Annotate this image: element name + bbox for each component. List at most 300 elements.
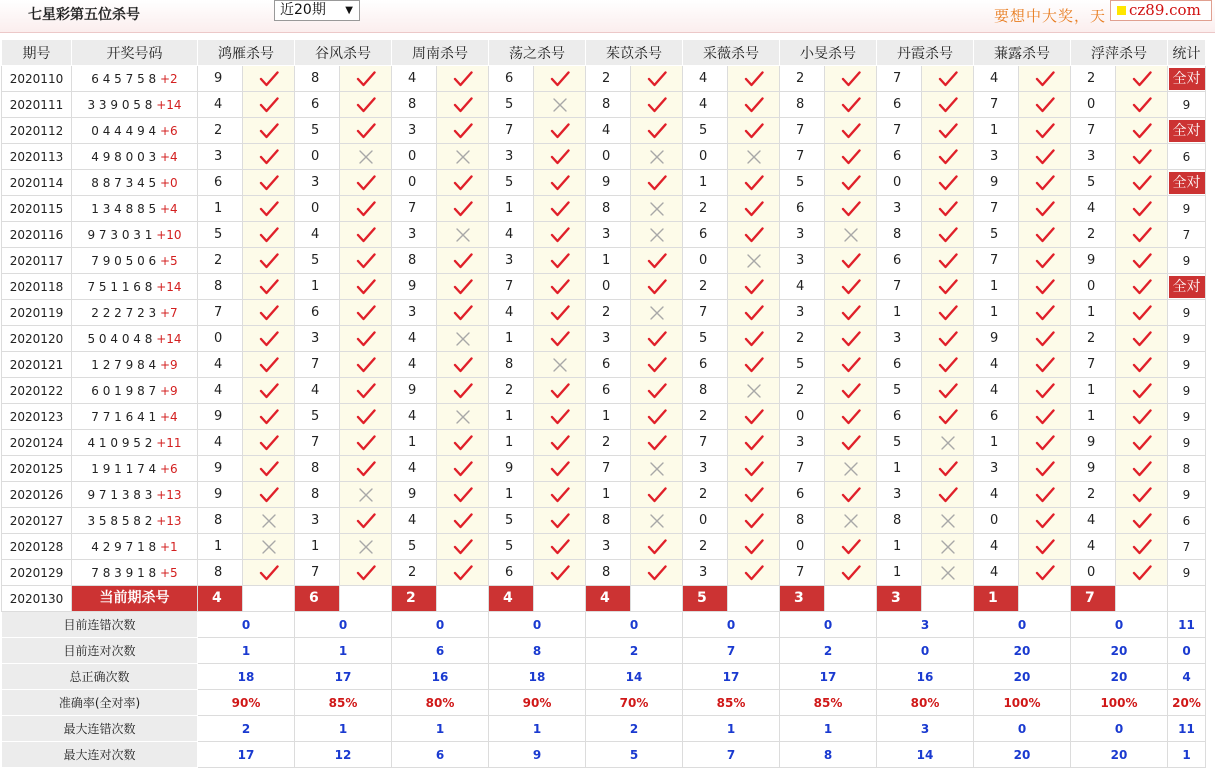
result-cell xyxy=(825,118,877,144)
check-icon xyxy=(453,539,473,555)
result-cell xyxy=(534,248,586,274)
kill-number: 1 xyxy=(392,430,437,456)
draw-digits: 9 7 1 3 8 3 xyxy=(87,487,153,502)
kill-number: 1 xyxy=(877,300,922,326)
result-cell xyxy=(534,508,586,534)
result-cell xyxy=(825,92,877,118)
draw-digits: 8 8 7 3 4 5 xyxy=(91,175,157,190)
result-cell xyxy=(922,456,974,482)
kill-number: 3 xyxy=(489,248,534,274)
summary-value: 11 xyxy=(1168,716,1206,742)
kill-number: 7 xyxy=(974,248,1019,274)
summary-value: 6 xyxy=(392,638,489,664)
kill-number: 7 xyxy=(489,274,534,300)
current-empty-cell xyxy=(534,586,586,612)
check-icon xyxy=(550,539,570,555)
result-cell xyxy=(1116,274,1168,300)
result-cell xyxy=(437,508,489,534)
result-cell xyxy=(534,326,586,352)
result-cell xyxy=(534,118,586,144)
result-cell xyxy=(1116,534,1168,560)
result-cell xyxy=(534,144,586,170)
summary-value: 4 xyxy=(1168,664,1206,690)
draw-cell xyxy=(72,326,198,352)
check-icon xyxy=(744,279,764,295)
check-icon xyxy=(938,175,958,191)
result-cell xyxy=(728,300,780,326)
kill-number: 5 xyxy=(489,508,534,534)
result-cell xyxy=(437,456,489,482)
check-icon xyxy=(647,279,667,295)
draw-digits: 6 0 1 9 8 7 xyxy=(91,383,157,398)
period-cell: 2020123 xyxy=(2,404,72,430)
result-cell xyxy=(243,196,295,222)
kill-number: 9 xyxy=(1071,430,1116,456)
kill-number: 7 xyxy=(780,560,825,586)
period-cell: 2020122 xyxy=(2,378,72,404)
kill-number: 7 xyxy=(780,456,825,482)
summary-value: 1 xyxy=(1168,742,1206,768)
check-icon xyxy=(1132,565,1152,581)
kill-number: 6 xyxy=(489,66,534,92)
check-icon xyxy=(744,175,764,191)
logo-text: cz89.com xyxy=(1129,1,1201,19)
current-label-cell xyxy=(72,586,198,612)
stat-cell: 9 xyxy=(1168,326,1206,352)
kill-number: 3 xyxy=(392,118,437,144)
check-icon xyxy=(259,71,279,87)
check-icon xyxy=(1132,383,1152,399)
result-cell xyxy=(922,144,974,170)
draw-bonus: +4 xyxy=(160,409,178,424)
kill-number: 3 xyxy=(683,560,728,586)
kill-number: 6 xyxy=(780,482,825,508)
check-icon xyxy=(356,279,376,295)
col-expert: 周南杀号 xyxy=(392,40,489,66)
kill-number: 8 xyxy=(198,508,243,534)
check-icon xyxy=(550,175,570,191)
summary-value: 18 xyxy=(489,664,586,690)
col-expert: 采薇杀号 xyxy=(683,40,780,66)
kill-number: 0 xyxy=(392,144,437,170)
current-empty-cell xyxy=(1019,586,1071,612)
result-cell xyxy=(243,352,295,378)
result-cell xyxy=(825,274,877,300)
draw-bonus: +13 xyxy=(156,487,182,502)
kill-number: 9 xyxy=(586,170,631,196)
check-icon xyxy=(1035,227,1055,243)
kill-number: 4 xyxy=(489,222,534,248)
draw-cell xyxy=(72,508,198,534)
draw-cell xyxy=(72,482,198,508)
check-icon xyxy=(550,383,570,399)
kill-number: 7 xyxy=(877,66,922,92)
draw-bonus: +7 xyxy=(160,305,178,320)
kill-number: 1 xyxy=(489,326,534,352)
table-header xyxy=(2,40,1206,66)
kill-number: 8 xyxy=(198,560,243,586)
cross-icon xyxy=(261,539,277,555)
draw-bonus: +14 xyxy=(156,331,182,346)
check-icon xyxy=(744,123,764,139)
check-icon xyxy=(356,461,376,477)
check-icon xyxy=(259,149,279,165)
result-cell xyxy=(437,378,489,404)
result-cell xyxy=(1019,118,1071,144)
draw-digits: 3 5 8 5 8 2 xyxy=(87,513,153,528)
kill-number: 7 xyxy=(1071,118,1116,144)
summary-value: 7 xyxy=(683,638,780,664)
draw-cell xyxy=(72,196,198,222)
draw-digits: 7 8 3 9 1 8 xyxy=(91,565,157,580)
check-icon xyxy=(453,71,473,87)
result-cell xyxy=(534,482,586,508)
kill-number: 2 xyxy=(780,378,825,404)
draw-digits: 4 1 0 9 5 2 xyxy=(87,435,153,450)
result-cell xyxy=(243,222,295,248)
result-cell xyxy=(1019,300,1071,326)
draw-cell xyxy=(72,560,198,586)
result-cell xyxy=(340,248,392,274)
kill-number: 3 xyxy=(392,300,437,326)
summary-value: 8 xyxy=(780,742,877,768)
kill-number: 3 xyxy=(877,326,922,352)
result-cell xyxy=(243,378,295,404)
check-icon xyxy=(259,565,279,581)
kill-number: 7 xyxy=(295,560,340,586)
kill-number: 5 xyxy=(295,118,340,144)
summary-row xyxy=(2,664,1206,690)
result-cell xyxy=(340,222,392,248)
kill-number: 4 xyxy=(295,378,340,404)
promo-text[interactable]: 要想中大奖，天 xyxy=(994,7,1107,25)
draw-cell xyxy=(72,456,198,482)
current-empty-cell xyxy=(340,586,392,612)
check-icon xyxy=(1132,513,1152,529)
current-period-row xyxy=(2,586,1206,612)
kill-number: 8 xyxy=(295,482,340,508)
cross-icon xyxy=(843,461,859,477)
result-cell xyxy=(922,274,974,300)
current-kill-cell xyxy=(489,586,534,612)
col-expert: 谷风杀号 xyxy=(295,40,392,66)
result-cell xyxy=(631,560,683,586)
check-icon xyxy=(938,201,958,217)
kill-number: 6 xyxy=(877,352,922,378)
result-cell xyxy=(631,326,683,352)
current-stat-cell xyxy=(1168,586,1206,612)
result-cell xyxy=(437,534,489,560)
cross-icon xyxy=(455,331,471,347)
kill-number: 9 xyxy=(489,456,534,482)
cross-icon xyxy=(649,461,665,477)
page-title: 七星彩第五位杀号 xyxy=(28,7,140,23)
draw-cell xyxy=(72,430,198,456)
period-cell: 2020111 xyxy=(2,92,72,118)
result-cell xyxy=(437,222,489,248)
check-icon xyxy=(1132,409,1152,425)
result-cell xyxy=(631,404,683,430)
summary-value: 20 xyxy=(974,664,1071,690)
kill-number: 2 xyxy=(1071,66,1116,92)
check-icon xyxy=(841,331,861,347)
result-cell xyxy=(437,300,489,326)
result-cell xyxy=(728,482,780,508)
result-cell xyxy=(340,66,392,92)
summary-value: 9 xyxy=(489,742,586,768)
result-cell xyxy=(243,508,295,534)
site-logo[interactable] xyxy=(1110,0,1212,21)
kill-number-table xyxy=(1,39,1206,768)
period-cell: 2020129 xyxy=(2,560,72,586)
kill-number: 4 xyxy=(392,352,437,378)
current-empty-cell xyxy=(728,586,780,612)
check-icon xyxy=(1132,539,1152,555)
summary-value: 0 xyxy=(392,612,489,638)
result-cell xyxy=(825,560,877,586)
result-cell xyxy=(1116,430,1168,456)
summary-value: 80% xyxy=(392,690,489,716)
check-icon xyxy=(744,435,764,451)
current-kill-cell xyxy=(1071,586,1116,612)
col-expert: 鸿雁杀号 xyxy=(198,40,295,66)
check-icon xyxy=(259,331,279,347)
result-cell xyxy=(243,66,295,92)
result-cell xyxy=(1116,222,1168,248)
result-cell xyxy=(243,430,295,456)
summary-value: 0 xyxy=(974,716,1071,742)
cross-icon xyxy=(649,227,665,243)
check-icon xyxy=(1035,305,1055,321)
current-kill-cell xyxy=(198,586,243,612)
check-icon xyxy=(1132,357,1152,373)
result-cell xyxy=(728,248,780,274)
cross-icon xyxy=(649,201,665,217)
result-cell xyxy=(437,118,489,144)
summary-value: 85% xyxy=(780,690,877,716)
col-expert: 丹霞杀号 xyxy=(877,40,974,66)
check-icon xyxy=(647,435,667,451)
check-icon xyxy=(356,565,376,581)
table-row xyxy=(2,378,1206,404)
kill-number: 9 xyxy=(198,482,243,508)
kill-number: 2 xyxy=(1071,326,1116,352)
result-cell xyxy=(437,66,489,92)
draw-cell xyxy=(72,170,198,196)
result-cell xyxy=(631,66,683,92)
summary-value: 20 xyxy=(1071,664,1168,690)
kill-number: 4 xyxy=(198,378,243,404)
result-cell xyxy=(631,248,683,274)
result-cell xyxy=(243,274,295,300)
draw-cell xyxy=(72,118,198,144)
result-cell xyxy=(825,248,877,274)
kill-number: 0 xyxy=(683,508,728,534)
result-cell xyxy=(340,482,392,508)
kill-number: 3 xyxy=(392,222,437,248)
kill-number: 7 xyxy=(198,300,243,326)
summary-value: 17 xyxy=(780,664,877,690)
draw-digits: 0 4 4 4 9 4 xyxy=(91,123,157,138)
current-kill-cell xyxy=(586,586,631,612)
result-cell xyxy=(437,482,489,508)
kill-number: 0 xyxy=(392,170,437,196)
check-icon xyxy=(841,435,861,451)
summary-value: 0 xyxy=(974,612,1071,638)
kill-number: 7 xyxy=(877,118,922,144)
result-cell xyxy=(340,430,392,456)
kill-number: 8 xyxy=(586,560,631,586)
check-icon xyxy=(1132,279,1152,295)
summary-label: 最大连错次数 xyxy=(2,716,198,742)
kill-number: 9 xyxy=(392,274,437,300)
period-cell: 2020110 xyxy=(2,66,72,92)
result-cell xyxy=(825,378,877,404)
check-icon xyxy=(259,409,279,425)
result-cell xyxy=(243,482,295,508)
result-cell xyxy=(825,326,877,352)
result-cell xyxy=(243,118,295,144)
kill-number: 7 xyxy=(392,196,437,222)
draw-digits: 1 2 7 9 8 4 xyxy=(91,357,157,372)
kill-number: 2 xyxy=(683,274,728,300)
result-cell xyxy=(1019,170,1071,196)
summary-row xyxy=(2,690,1206,716)
summary-value: 0 xyxy=(683,612,780,638)
current-empty-cell xyxy=(1116,586,1168,612)
check-icon xyxy=(1132,227,1152,243)
check-icon xyxy=(938,97,958,113)
check-icon xyxy=(1035,149,1055,165)
kill-number: 8 xyxy=(586,196,631,222)
period-range-select[interactable] xyxy=(274,0,360,21)
kill-number: 3 xyxy=(295,170,340,196)
summary-value: 0 xyxy=(780,612,877,638)
table-row xyxy=(2,404,1206,430)
check-icon xyxy=(938,253,958,269)
current-kill-cell xyxy=(392,586,437,612)
draw-bonus: +9 xyxy=(160,357,178,372)
check-icon xyxy=(744,565,764,581)
result-cell xyxy=(437,170,489,196)
kill-number: 8 xyxy=(198,274,243,300)
current-kill-number: 4 xyxy=(198,586,242,611)
kill-number: 1 xyxy=(877,456,922,482)
period-cell: 2020119 xyxy=(2,300,72,326)
kill-number: 7 xyxy=(683,300,728,326)
check-icon xyxy=(1035,253,1055,269)
kill-number: 1 xyxy=(489,482,534,508)
check-icon xyxy=(841,357,861,373)
draw-cell xyxy=(72,222,198,248)
stat-cell: 9 xyxy=(1168,92,1206,118)
table-row xyxy=(2,66,1206,92)
kill-number: 7 xyxy=(1071,352,1116,378)
kill-number: 6 xyxy=(489,560,534,586)
check-icon xyxy=(938,305,958,321)
result-cell xyxy=(340,196,392,222)
kill-number: 2 xyxy=(780,326,825,352)
kill-number: 7 xyxy=(489,118,534,144)
result-cell xyxy=(1116,560,1168,586)
kill-number: 3 xyxy=(974,144,1019,170)
summary-value: 2 xyxy=(586,716,683,742)
kill-number: 2 xyxy=(683,534,728,560)
kill-number: 0 xyxy=(780,534,825,560)
stat-cell: 9 xyxy=(1168,378,1206,404)
result-cell xyxy=(340,378,392,404)
current-label: 当前期杀号 xyxy=(72,586,197,611)
check-icon xyxy=(356,201,376,217)
summary-value: 6 xyxy=(392,742,489,768)
draw-digits: 7 7 1 6 4 1 xyxy=(91,409,157,424)
check-icon xyxy=(1132,201,1152,217)
result-cell xyxy=(631,534,683,560)
check-icon xyxy=(938,409,958,425)
check-icon xyxy=(647,409,667,425)
result-cell xyxy=(825,508,877,534)
result-cell xyxy=(534,170,586,196)
check-icon xyxy=(841,123,861,139)
summary-value: 2 xyxy=(780,638,877,664)
result-cell xyxy=(1019,560,1071,586)
result-cell xyxy=(825,222,877,248)
summary-value: 90% xyxy=(489,690,586,716)
cross-icon xyxy=(358,539,374,555)
summary-value: 11 xyxy=(1168,612,1206,638)
kill-number: 5 xyxy=(1071,170,1116,196)
kill-number: 3 xyxy=(780,248,825,274)
result-cell xyxy=(631,274,683,300)
result-cell xyxy=(922,300,974,326)
check-icon xyxy=(647,71,667,87)
all-correct-badge: 全对 xyxy=(1169,68,1205,90)
draw-bonus: +10 xyxy=(156,227,182,242)
result-cell xyxy=(1019,144,1071,170)
check-icon xyxy=(259,123,279,139)
kill-number: 3 xyxy=(586,326,631,352)
table-row xyxy=(2,456,1206,482)
stat-cell: 8 xyxy=(1168,456,1206,482)
kill-number: 4 xyxy=(974,482,1019,508)
kill-number: 5 xyxy=(974,222,1019,248)
check-icon xyxy=(356,227,376,243)
check-icon xyxy=(744,227,764,243)
result-cell xyxy=(728,326,780,352)
kill-number: 7 xyxy=(780,144,825,170)
table-row xyxy=(2,222,1206,248)
col-expert: 茱苡杀号 xyxy=(586,40,683,66)
logo-square-icon xyxy=(1117,6,1126,15)
kill-number: 6 xyxy=(683,222,728,248)
result-cell xyxy=(922,196,974,222)
result-cell xyxy=(1019,196,1071,222)
check-icon xyxy=(744,71,764,87)
result-cell xyxy=(1116,248,1168,274)
result-cell xyxy=(340,92,392,118)
result-cell xyxy=(922,248,974,274)
cross-icon xyxy=(843,227,859,243)
draw-digits: 3 3 9 0 5 8 xyxy=(87,97,153,112)
stat-cell: 6 xyxy=(1168,144,1206,170)
draw-bonus: +13 xyxy=(156,513,182,528)
kill-number: 7 xyxy=(780,118,825,144)
kill-number: 0 xyxy=(780,404,825,430)
check-icon xyxy=(744,513,764,529)
result-cell xyxy=(243,326,295,352)
result-cell xyxy=(534,404,586,430)
kill-number: 1 xyxy=(489,404,534,430)
